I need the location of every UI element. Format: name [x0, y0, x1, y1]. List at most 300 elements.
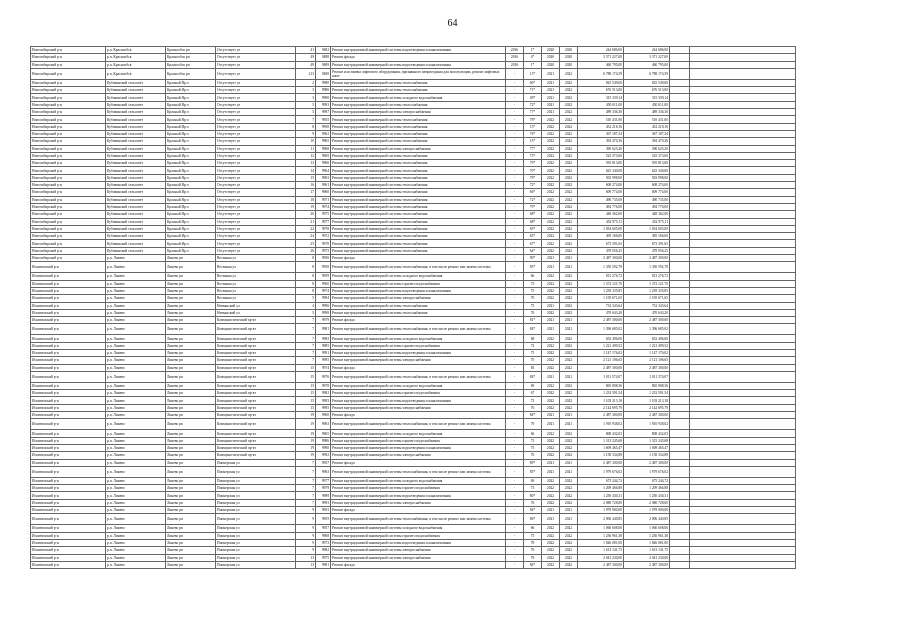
cell-total-cost: 1 846 081,00 [624, 539, 670, 546]
cell-settlement: Линево рп [166, 302, 216, 309]
cell-start-year: 2021 [542, 324, 560, 335]
cell-settlement: Красный Яр п [166, 203, 216, 210]
cell-district: Искитимский р-н [31, 349, 106, 356]
cell-end-year: 2022 [560, 554, 578, 561]
cell-district: Новосибирский р-н [31, 94, 106, 101]
cell-cost: 1 209 466,88 [578, 485, 624, 492]
cell-end-year: 2022 [560, 174, 578, 181]
cell-wear: 13* [524, 68, 542, 79]
cell-code: 9983 [316, 335, 331, 342]
cell-cost: 495 166,00 [578, 233, 624, 240]
cell-cost: 2 487 300,00 [578, 561, 624, 568]
cell-wear: 69 [524, 382, 542, 389]
cell-end-year: 2022 [560, 499, 578, 506]
table-row [31, 514, 796, 525]
cell-settlement: Красный Яр п [166, 240, 216, 247]
cell-total-cost: 490 735,00 [624, 196, 670, 203]
cell-start-year: 2022 [542, 203, 560, 210]
cell-district: Искитимский р-н [31, 397, 106, 404]
cell-settlement: Линево рп [166, 357, 216, 364]
cell-end-year: 2022 [560, 123, 578, 130]
cell-municipality: р.п. Линево [106, 255, 166, 262]
cell-total-cost: 525 373,00 [624, 152, 670, 159]
cell-empty [690, 167, 796, 174]
cell-work-type: Ремонт внутридомовой инженерной системы холодного водоснабжения [331, 382, 506, 389]
cell-settlement: Линево рп [166, 273, 216, 280]
cell-start-year: 2022 [542, 138, 560, 145]
cell-empty [670, 145, 690, 152]
table-row [31, 437, 796, 444]
cell-start-year: 2022 [542, 525, 560, 532]
cell-work-type: Ремонт фасада [331, 412, 506, 419]
cell-total-cost: 813 276,72 [624, 273, 670, 280]
cell-empty [670, 466, 690, 477]
cell-empty [690, 452, 796, 459]
cell-empty [690, 349, 796, 356]
cell-street: Отсутствует ул [216, 225, 296, 232]
table-row [31, 466, 796, 477]
cell-total-cost: 489 336,30 [624, 109, 670, 116]
table-row [31, 287, 796, 294]
cell-empty [670, 101, 690, 108]
cell-street: Отсутствует ул [216, 87, 296, 94]
cell-code: 9974 [316, 287, 331, 294]
cell-empty [690, 79, 796, 86]
cell-empty [690, 342, 796, 349]
cell-code: 9978 [316, 382, 331, 389]
cell-municipality: р.п. Линево [106, 364, 166, 371]
cell-wear: 70 [524, 295, 542, 302]
cell-district: Новосибирский р-н [31, 247, 106, 254]
table-row [31, 485, 796, 492]
cell-code: 9978 [316, 225, 331, 232]
cell-start-year: 2022 [542, 532, 560, 539]
table-row [31, 123, 796, 130]
cell-cost: 315 339,14 [578, 94, 624, 101]
cell-municipality: р.п. Линево [106, 554, 166, 561]
cell-year-built: - [506, 554, 524, 561]
table-row [31, 525, 796, 532]
cell-end-year: 2022 [560, 335, 578, 342]
cell-total-cost: 676 513,00 [624, 87, 670, 94]
cell-empty [690, 507, 796, 514]
cell-house: 14 [296, 167, 316, 174]
cell-house: 15 [296, 397, 316, 404]
cell-end-year: 2022 [560, 138, 578, 145]
table-row [31, 54, 796, 61]
cell-total-cost: 1 233 591,54 [624, 390, 670, 397]
cell-total-cost: 1 396 685,02 [624, 324, 670, 335]
cell-empty [690, 273, 796, 280]
cell-municipality: р.п. Линево [106, 390, 166, 397]
cell-district: Новосибирский р-н [31, 218, 106, 225]
cell-empty [670, 477, 690, 484]
cell-house: 7 [296, 499, 316, 506]
cell-district: Искитимский р-н [31, 485, 106, 492]
cell-settlement: Краснообск рп [166, 54, 216, 61]
cell-empty [690, 101, 796, 108]
cell-cost: 2 121 106,65 [578, 357, 624, 364]
cell-year-built: - [506, 182, 524, 189]
cell-empty [690, 182, 796, 189]
cell-district: Новосибирский р-н [31, 160, 106, 167]
cell-start-year: 2022 [542, 444, 560, 451]
cell-work-type: Ремонт внутридомовой инженерной системы теплоснабжения [331, 218, 506, 225]
cell-empty [690, 364, 796, 371]
cell-empty [670, 287, 690, 294]
cell-municipality: р.п. Линево [106, 317, 166, 324]
cell-work-type: Ремонт внутридомовой инженерной системы водоотведения и канализования [331, 539, 506, 546]
table-row [31, 349, 796, 356]
cell-end-year: 2022 [560, 130, 578, 137]
cell-work-type: Ремонт внутридомовой инженерной системы водоотведения и канализования [331, 287, 506, 294]
cell-cost: 609 774,00 [578, 189, 624, 196]
cell-year-built: - [506, 364, 524, 371]
cell-year-built: - [506, 452, 524, 459]
cell-work-type: Ремонт внутридомовой инженерной системы водоотведения и канализования [331, 397, 506, 404]
cell-street: Отсутствует ул [216, 174, 296, 181]
cell-wear: 66 [524, 525, 542, 532]
cell-start-year: 2021 [542, 255, 560, 262]
cell-end-year: 2022 [560, 116, 578, 123]
cell-empty [690, 430, 796, 437]
table-row [31, 218, 796, 225]
cell-work-type: Ремонт внутридомовой инженерной системы теплоснабжения [331, 309, 506, 316]
cell-end-year: 2021 [560, 459, 578, 466]
table-row [31, 225, 796, 232]
cell-total-cost: 675 244,72 [624, 477, 670, 484]
cell-municipality: р.п. Линево [106, 547, 166, 554]
cell-empty [690, 174, 796, 181]
cell-total-cost: 1 011 574,07 [624, 371, 670, 382]
cell-end-year: 2020 [560, 47, 578, 54]
cell-start-year: 2022 [542, 240, 560, 247]
cell-empty [690, 499, 796, 506]
cell-end-year: 2022 [560, 390, 578, 397]
cell-end-year: 2020 [560, 54, 578, 61]
cell-district: Новосибирский р-н [31, 167, 106, 174]
cell-end-year: 2022 [560, 203, 578, 210]
cell-year-built: 2016 [506, 47, 524, 54]
table-row [31, 324, 796, 335]
cell-total-cost: 367 187,34 [624, 130, 670, 137]
cell-district: Искитимский р-н [31, 514, 106, 525]
cell-house: 2 [296, 79, 316, 86]
cell-empty [670, 539, 690, 546]
cell-street: Коммунистический пр-кт [216, 430, 296, 437]
cell-year-built: - [506, 485, 524, 492]
cell-work-type: Ремонт внутридомовой инженерной системы электроснабжения [331, 109, 506, 116]
cell-settlement: Линево рп [166, 397, 216, 404]
cell-street: Коммунистический пр-кт [216, 412, 296, 419]
cell-municipality: р.п. Линево [106, 532, 166, 539]
cell-street: Коммунистический пр-кт [216, 349, 296, 356]
cell-district: Новосибирский р-н [31, 196, 106, 203]
cell-house: 8 [296, 255, 316, 262]
cell-wear: 79* [524, 203, 542, 210]
cell-code: 9964 [316, 167, 331, 174]
cell-empty [670, 160, 690, 167]
cell-empty [670, 357, 690, 364]
cell-municipality: р.п. Линево [106, 262, 166, 273]
cell-wear: 73 [524, 280, 542, 287]
cell-street: Отсутствует ул [216, 138, 296, 145]
cell-code: 9973 [316, 539, 331, 546]
cell-start-year: 2022 [542, 382, 560, 389]
cell-municipality: Кубовинский сельсовет [106, 218, 166, 225]
cell-total-cost: 609 774,00 [624, 189, 670, 196]
table-row [31, 68, 796, 79]
cell-start-year: 2022 [542, 335, 560, 342]
cell-empty [690, 54, 796, 61]
cell-work-type: Ремонт внутридомовой инженерной системы горячего водоснабжения [331, 485, 506, 492]
cell-settlement: Линево рп [166, 444, 216, 451]
cell-municipality: р.п. Линево [106, 357, 166, 364]
cell-year-built: - [506, 371, 524, 382]
cell-empty [690, 116, 796, 123]
cell-total-cost: 2 487 300,00 [624, 255, 670, 262]
cell-start-year: 2022 [542, 437, 560, 444]
cell-street: Пионерская ул [216, 477, 296, 484]
cell-start-year: 2021 [542, 507, 560, 514]
cell-code: 9965 [316, 138, 331, 145]
cell-district: Искитимский р-н [31, 452, 106, 459]
cell-year-built: - [506, 459, 524, 466]
cell-street: Отсутствует ул [216, 160, 296, 167]
cell-district: Искитимский р-н [31, 287, 106, 294]
cell-municipality: р.п. Линево [106, 539, 166, 546]
cell-cost: 608 274,00 [578, 182, 624, 189]
cell-wear: 70 [524, 357, 542, 364]
cell-municipality: р.п. Краснообск [106, 61, 166, 68]
cell-settlement: Линево рп [166, 255, 216, 262]
cell-total-cost: 450 011,00 [624, 101, 670, 108]
cell-total-cost: 1 910 938,02 [624, 419, 670, 430]
cell-end-year: 2022 [560, 525, 578, 532]
cell-total-cost: 315 339,14 [624, 94, 670, 101]
cell-code: 9966 [316, 160, 331, 167]
cell-cost: 1 239 335,85 [578, 287, 624, 294]
cell-street: Весенняя ул [216, 287, 296, 294]
cell-end-year: 2021 [560, 324, 578, 335]
cell-street: Коммунистический пр-кт [216, 317, 296, 324]
cell-house: 7 [296, 349, 316, 356]
cell-municipality: р.п. Линево [106, 444, 166, 451]
cell-empty [690, 397, 796, 404]
cell-empty [670, 61, 690, 68]
cell-empty [690, 412, 796, 419]
cell-start-year: 2022 [542, 390, 560, 397]
cell-cost: 2 006 440,85 [578, 514, 624, 525]
cell-total-cost: 2 487 300,00 [624, 459, 670, 466]
cell-cost: 1 978 900,00 [578, 507, 624, 514]
cell-municipality: р.п. Краснообск [106, 68, 166, 79]
cell-house: 9 [296, 514, 316, 525]
cell-start-year: 2022 [542, 452, 560, 459]
cell-house: 5 [296, 295, 316, 302]
cell-start-year: 2022 [542, 273, 560, 280]
cell-empty [690, 247, 796, 254]
cell-empty [670, 233, 690, 240]
cell-house: 9 [296, 547, 316, 554]
cell-code: 9963 [316, 174, 331, 181]
cell-empty [670, 189, 690, 196]
cell-code: 9975 [316, 554, 331, 561]
cell-house: 19 [296, 430, 316, 437]
cell-empty [670, 397, 690, 404]
table-row [31, 167, 796, 174]
cell-work-type: Ремонт внутридомовой инженерной системы водоотведения и канализования [331, 47, 506, 54]
cell-street: Весенняя ул [216, 255, 296, 262]
cell-street: Коммунистический пр-кт [216, 382, 296, 389]
cell-code: 9990 [316, 94, 331, 101]
cell-code: 9490 [316, 68, 331, 79]
cell-settlement: Линево рп [166, 287, 216, 294]
cell-cost: 244 686,00 [578, 47, 624, 54]
cell-settlement: Линево рп [166, 335, 216, 342]
cell-end-year: 2022 [560, 182, 578, 189]
cell-total-cost: 1 221 499,52 [624, 342, 670, 349]
cell-settlement: Линево рп [166, 262, 216, 273]
cell-street: Пионерская ул [216, 492, 296, 499]
cell-year-built: - [506, 477, 524, 484]
cell-wear: 68* [524, 218, 542, 225]
cell-work-type: Ремонт внутридомовой инженерной системы горячего водоснабжения [331, 390, 506, 397]
cell-wear: 83 [524, 364, 542, 371]
cell-cost: 813 276,72 [578, 273, 624, 280]
cell-code: 9965 [316, 430, 331, 437]
cell-start-year: 2022 [542, 499, 560, 506]
cell-house: 213 [296, 68, 316, 79]
cell-empty [670, 225, 690, 232]
cell-year-built: - [506, 514, 524, 525]
cell-total-cost: 495 166,00 [624, 233, 670, 240]
cell-settlement: Краснообск рп [166, 47, 216, 54]
cell-street: Коммунистический пр-кт [216, 342, 296, 349]
cell-end-year: 2022 [560, 233, 578, 240]
cell-empty [670, 364, 690, 371]
cell-settlement: Красный Яр п [166, 160, 216, 167]
cell-municipality: Кубовинский сельсовет [106, 123, 166, 130]
page-number: 64 [447, 18, 458, 29]
cell-wear: 78 [524, 539, 542, 546]
cell-end-year: 2022 [560, 109, 578, 116]
cell-cost: 1 315 245,68 [578, 437, 624, 444]
cell-code: 9973 [316, 247, 331, 254]
cell-start-year: 2020 [542, 47, 560, 54]
cell-cost: 865 808,36 [578, 382, 624, 389]
cell-work-type: Ремонт внутридомовой инженерной системы теплоснабжения, в том числе ремонт или замена системы [331, 466, 506, 477]
cell-year-built: - [506, 116, 524, 123]
cell-code: 9968 [316, 145, 331, 152]
cell-street: Отсутствует ул [216, 116, 296, 123]
cell-house: 7 [296, 342, 316, 349]
cell-work-type: Ремонт внутридомовой инженерной системы теплоснабжения [331, 160, 506, 167]
table-row [31, 382, 796, 389]
cell-street: Пионерская ул [216, 459, 296, 466]
cell-wear: 66* [524, 189, 542, 196]
cell-empty [690, 152, 796, 159]
cell-empty [690, 444, 796, 451]
cell-work-type: Ремонт внутридомовой инженерной системы электроснабжения [331, 547, 506, 554]
cell-cost: 652 496,00 [578, 335, 624, 342]
cell-code: 9998 [316, 309, 331, 316]
cell-empty [670, 94, 690, 101]
table-row [31, 211, 796, 218]
cell-district: Новосибирский р-н [31, 255, 106, 262]
cell-year-built: - [506, 419, 524, 430]
cell-empty [690, 295, 796, 302]
cell-empty [690, 335, 796, 342]
table-row [31, 160, 796, 167]
cell-empty [670, 247, 690, 254]
cell-house: 18 [296, 196, 316, 203]
cell-empty [670, 525, 690, 532]
cell-year-built: - [506, 499, 524, 506]
cell-house: 7 [296, 466, 316, 477]
cell-total-cost: 452 218,16 [624, 123, 670, 130]
cell-start-year: 2022 [542, 152, 560, 159]
cell-empty [670, 240, 690, 247]
table-row [31, 459, 796, 466]
cell-settlement: Красный Яр п [166, 101, 216, 108]
cell-street: Отсутствует ул [216, 240, 296, 247]
cell-house: 13 [296, 554, 316, 561]
cell-wear: 73 [524, 397, 542, 404]
cell-empty [670, 309, 690, 316]
cell-wear: 72* [524, 101, 542, 108]
cell-cost: 1 846 081,00 [578, 539, 624, 546]
cell-municipality: р.п. Линево [106, 397, 166, 404]
cell-end-year: 2022 [560, 196, 578, 203]
cell-cost: 390 625,20 [578, 145, 624, 152]
cell-year-built: - [506, 130, 524, 137]
cell-year-built: - [506, 317, 524, 324]
cell-total-cost: 1 250 430,31 [624, 492, 670, 499]
table-body [31, 47, 796, 569]
cell-district: Искитимский р-н [31, 532, 106, 539]
cell-year-built: - [506, 507, 524, 514]
cell-house: 12 [296, 152, 316, 159]
cell-settlement: Линево рп [166, 364, 216, 371]
cell-municipality: Кубовинский сельсовет [106, 233, 166, 240]
cell-settlement: Красный Яр п [166, 87, 216, 94]
table-row [31, 539, 796, 546]
cell-municipality: р.п. Линево [106, 412, 166, 419]
cell-year-built: - [506, 412, 524, 419]
cell-work-type: Ремонт внутридомовой инженерной системы теплоснабжения [331, 152, 506, 159]
cell-year-built: - [506, 262, 524, 273]
cell-street: Невьянский ул [216, 309, 296, 316]
cell-start-year: 2022 [542, 492, 560, 499]
cell-house: 7 [296, 324, 316, 335]
cell-district: Искитимский р-н [31, 262, 106, 273]
cell-district: Искитимский р-н [31, 430, 106, 437]
cell-work-type: Ремонт внутридомовой инженерной системы теплоснабжения [331, 189, 506, 196]
cell-house: 9 [296, 525, 316, 532]
cell-year-built: - [506, 382, 524, 389]
cell-empty [670, 79, 690, 86]
cell-start-year: 2022 [542, 174, 560, 181]
cell-cost: 1 250 430,31 [578, 492, 624, 499]
cell-district: Новосибирский р-н [31, 152, 106, 159]
cell-start-year: 2022 [542, 218, 560, 225]
cell-cost: 675 244,72 [578, 477, 624, 484]
cell-code: 9968 [316, 532, 331, 539]
cell-wear: 85* [524, 466, 542, 477]
cell-district: Искитимский р-н [31, 382, 106, 389]
table-row [31, 357, 796, 364]
